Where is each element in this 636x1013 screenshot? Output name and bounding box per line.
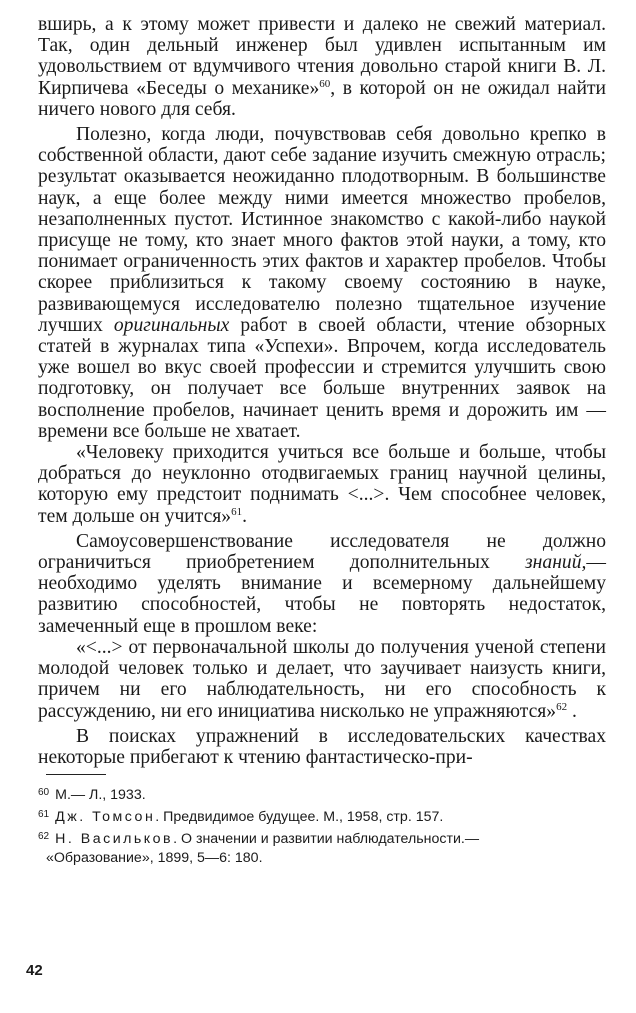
- quote-2-tail: .: [567, 700, 577, 722]
- footnote-text: . Предвидимое будущее. М., 1958, стр. 157.: [155, 809, 444, 826]
- page-number: 42: [26, 962, 43, 979]
- paragraph-2: [38, 124, 606, 442]
- paragraph-4: [38, 726, 606, 768]
- paragraph-3: [38, 531, 606, 637]
- paragraph-2-part-1: Полезно, когда люди, почувствовав себя довольно крепко в собственной области, дают себе задание изучить смежную отрасль; результат оказывается неожиданно плодотворным. В большинстве наук, а еще более между ними имеется множество пробелов, незаполненных пустот. Истинное знакомство с какой-либо наукой присуще не тому, кто знает много фактов этой науки, а тому, кто понимает ограниченность этих фактов и характер пробелов. Чтобы скорее приблизиться к такому своему состоянию в науке, развивающемуся исследователю полезно тщательное изучение лучших: [38, 124, 606, 336]
- footnote-text: М.— Л., 1933.: [55, 787, 146, 804]
- emphasis-original: оригинальных: [113, 314, 230, 336]
- paragraph-1-text: вширь, а к этому может привести и далеко не свежий материал. Так, один дельный инженер был удивлен испытанным им удовольствием от вдумчивого чтения довольно старой книги В. Л. Кирпичева «Беседы о механике»: [38, 14, 606, 99]
- paragraph-1: [38, 14, 606, 120]
- footnote-ref-62: 62: [556, 700, 568, 713]
- footnote-mark: 62: [38, 831, 50, 843]
- footnote-text: . О значении и развитии наблюдательности.—: [173, 831, 480, 848]
- footnote-divider: [46, 774, 106, 775]
- emphasis-knowledge: знаний,: [525, 552, 587, 574]
- footnote-62-continuation: [38, 849, 606, 868]
- paragraph-4-text: В поисках упражнений в исследовательских качествах некоторые прибегают к чтению фантастическо-при-: [38, 725, 606, 768]
- main-text: [38, 14, 606, 768]
- quote-1-tail: .: [242, 505, 247, 527]
- footnote-text: «Образование», 1899, 5—6: 180.: [46, 850, 263, 867]
- paragraph-3-part-2: — необходимо уделять внимание и всемерному дальнейшему развитию способностей, чтобы не повторять недостаток, замеченный еще в прошлом веке:: [38, 552, 606, 637]
- footnote-mark: 60: [38, 787, 50, 799]
- quote-2: [38, 637, 606, 722]
- paragraph-2-part-2: работ в своей области, чтение обзорных статей в журналах типа «Успехи». Впрочем, когда исследователь уже вошел во вкус своей профессии и стремится улучшить свою подготовку, он получает все больше внутренних заявок на восполнение пробелов, начинает ценить время и дорожить им — времени все больше не хватает.: [38, 314, 606, 442]
- footnote-61: [38, 805, 606, 827]
- footnote-author: Н. Васильков: [55, 831, 174, 848]
- footnote-author: Дж. Томсон: [55, 809, 156, 826]
- paragraph-3-part-1: Самоусовершенствование исследователя не должно ограничиться приобретением дополнительных: [38, 530, 606, 574]
- quote-2-text: «<...> от первоначальной школы до получения ученой степени молодой человек только и делает, что заучивает наизусть книги, причем ни его наблюдательность, ни его способность к рассуждению, ни его инициатива нисколько не упражняются»: [38, 636, 606, 722]
- quote-1: [38, 442, 606, 527]
- quote-1-text: «Человеку приходится учиться все больше и больше, чтобы добраться до неуклонно отодвигаемых границ научной целины, которую ему предстоит поднимать <...>. Чем способнее человек, тем дольше он учится»: [38, 442, 606, 527]
- footnote-62: [38, 827, 606, 849]
- footnote-60: [38, 783, 606, 805]
- paragraph-1-tail: , в которой он не ожидал найти ничего нового для себя.: [38, 77, 606, 120]
- footnote-ref-61: 61: [231, 505, 243, 518]
- footnotes: [38, 783, 606, 868]
- footnote-ref-60: 60: [319, 77, 331, 90]
- footnote-mark: 61: [38, 809, 50, 821]
